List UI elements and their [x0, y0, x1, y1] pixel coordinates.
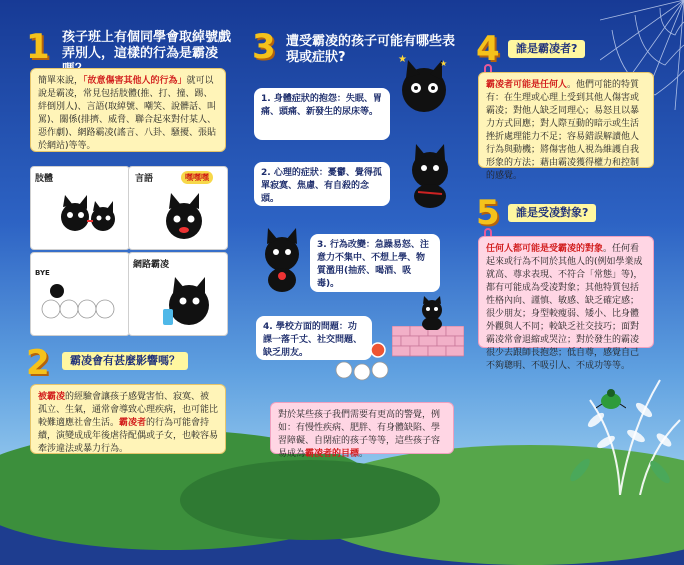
- angry-cat-icon: [252, 224, 314, 296]
- section1-text-post: 就可以說是霸凌，常見包括肢體(推、打、撞、踢、絆倒別人)、言語(取綽號、嘲笑、說髒話、叫罵)、關係(排擠、威脅、聯合起來對付某人、惡作劇)、網路霸凌(謠言、八卦、騷擾、張貼於網站)等等。: [38, 76, 217, 151]
- section5-text-box: [478, 236, 654, 371]
- section5-text-post: 低自尊，感覺自己不夠聰明、不吸引人、不成功等等。: [486, 348, 640, 371]
- section2-text-box: [30, 384, 226, 454]
- group-cats-icon: [39, 281, 125, 331]
- bye-label: BYE: [35, 269, 50, 277]
- white-cats-icon: [334, 340, 394, 386]
- brick-wall-icon: [392, 326, 464, 366]
- symptom-psychological: 2. 心理的症狀：憂鬱、覺得孤單寂寞、焦慮、有自殺的念頭。: [254, 162, 390, 206]
- section2-text-mid: 的經驗會讓孩子感覺害怕、寂寞、被孤立、生氣，通常會導致心理疾病，也可能比較難適應社會生活。: [38, 392, 219, 428]
- panel-speech: [128, 166, 228, 250]
- section1-text-pre: 簡單來說，: [38, 76, 84, 86]
- dizzy-cat-icon: [388, 52, 458, 122]
- section5-text-mid: 。任何看起來或行為不同於其他人的(例如學業成就高、尊求表現、不符合「常態」等)，都有可能成為受凌對象；其他特質包括性格內向、謹慎、敏感、缺乏確定感；很少朋友；身型較瘦弱、矮小、比身體外觀與人不同；較缺乏社交技巧；面對霸凌常會退縮或哭泣；對於發生的霸凌很少去跟師長抱怨；: [486, 244, 643, 358]
- panel-speech-label: 言語: [135, 174, 154, 184]
- section3-note-box: [270, 402, 454, 459]
- svg-text:★: ★: [398, 54, 407, 65]
- section5-title: 誰是受凌對象?: [508, 204, 596, 222]
- section1-title: 孩子班上有個同學會取綽號戲弄別人，這樣的行為是霸凌: [62, 30, 232, 61]
- section5-text-highlight: 任何人都可能是受霸凌的對象: [486, 244, 604, 254]
- speech-bubble: 嘿嘿嘿: [181, 171, 213, 184]
- section-number-5: 5: [476, 193, 500, 233]
- section2-title: 霸凌會有甚麼影響嗎？: [62, 352, 188, 370]
- bug-icon: [596, 386, 626, 412]
- section3-note-post: 。: [359, 449, 369, 459]
- section2-text-post: 的行為可能會持續，演變成成年後虐待配偶或子女，也較容易牽涉違法或暴力行為。: [38, 418, 219, 454]
- section4-text-post: 。他們可能的特質有：在生理或心理上受到其他人傷害或霸凌；對他人缺乏同理心；易怒且以暴力方式回應；對人際互動的暗示或生活挫折處理能力不足；容易錯誤解讀他人行為與動機；將傷害他人視為維護自我形象的方法；藉由霸凌獲得權力和控制的感覺。: [486, 80, 640, 181]
- section3-note-pre: 對於某些孩子我們需要有更高的警覺，例如：有慢性疾病、肥胖、有身體缺陷、學習障礙、自閉症的孩子等等，這些孩子容易成為: [278, 410, 441, 459]
- section-number-3: 3: [252, 27, 276, 67]
- section-number-1: 1: [26, 27, 50, 67]
- section1-text-highlight: 「故意傷害其他人的行為」: [83, 76, 187, 86]
- symptom-school: 4. 學校方面的問題：功課一落千丈、社交問題、缺乏朋友。: [256, 316, 372, 360]
- panel-body: [30, 166, 130, 250]
- lonely-cat-icon: [412, 296, 452, 330]
- section-number-2: 2: [26, 343, 50, 383]
- panel-body-label: 肢體: [35, 174, 54, 184]
- svg-text:★: ★: [440, 59, 448, 68]
- section3-note-highlight: 霸凌者的目標: [305, 449, 360, 459]
- section4-text-box: [478, 72, 654, 181]
- section2-hl-bully: 霸凌者: [119, 418, 147, 428]
- green-hill: [180, 460, 440, 540]
- symptom-physical: 1. 身體症狀的抱怨：失眠、胃痛、頭痛、新發生的尿床等。: [254, 88, 390, 140]
- section3-title: 遭受霸凌的孩子可能有哪些表現或症狀?: [286, 34, 456, 65]
- section4-title: 誰是霸凌者?: [508, 40, 585, 58]
- section4-text-highlight: 霸凌者可能是任何人: [486, 80, 568, 90]
- cat-yelling-icon: [149, 187, 219, 247]
- cat-smartphone-icon: [153, 269, 223, 333]
- panel-cyber-label: 網路霸凌: [133, 260, 170, 270]
- section-number-4: 4: [476, 29, 500, 69]
- section1-text-box: [30, 68, 226, 152]
- sad-cat-icon: [398, 140, 462, 210]
- section2-hl-victim: 被霸凌: [38, 392, 66, 402]
- symptom-behavior: 3. 行為改變：急躁易怒、注意力不集中、不想上學、物質濫用(抽菸、喝酒、吸毒)。: [310, 234, 440, 292]
- panel-cyber: [128, 252, 228, 336]
- panel-relational: [30, 252, 130, 336]
- plants-decoration: [560, 360, 684, 495]
- cat-fight-icon: [53, 181, 123, 247]
